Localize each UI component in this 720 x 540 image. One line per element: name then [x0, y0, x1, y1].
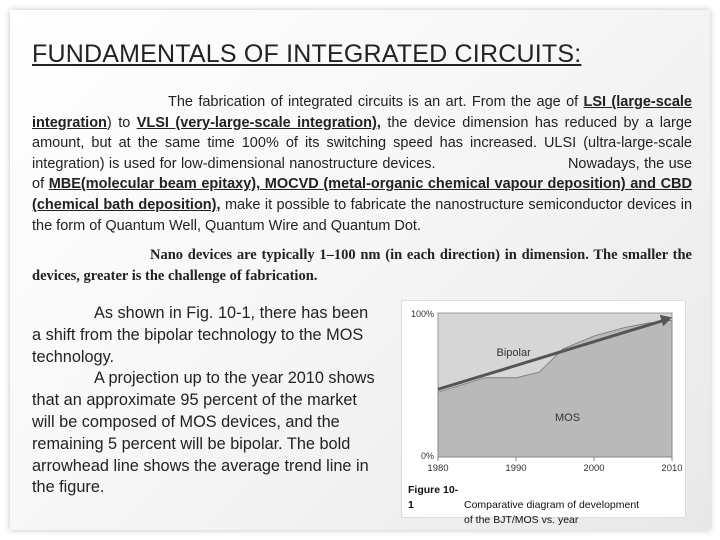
- text-shift: As shown in Fig. 10-1, there has been a shift from the bipolar technology to the MOS technology.: [32, 304, 369, 366]
- x-tick-label: 1990: [505, 463, 527, 474]
- series-label-mos: MOS: [555, 412, 581, 424]
- figure-10-1: [401, 300, 686, 526]
- caption-line1: Comparative diagram of development: [464, 499, 640, 511]
- x-tick-label: 1980: [427, 463, 449, 474]
- series-label-bipolar: Bipolar: [496, 347, 531, 360]
- caption-number: Figure 10-1: [408, 484, 459, 511]
- text-mbe: MBE(molecular beam epitaxy), MOCVD (metal-organic chemical vapour deposition) and CBD (chemical bath deposition),: [32, 176, 692, 213]
- text-s5: make it possible to fabricate the nanostructure semiconductor devices in the form of Quantum Well, Quantum Wire and Quantum Dot.: [32, 196, 693, 234]
- text-projection: A projection up to the year 2010 shows that an approximate 95 percent of the market will be composed of MOS devices, and the remaining 5 percent will be bipolar. The bold arrowhead line shows the average trend line in the figure.: [32, 369, 375, 497]
- slide-title: FUNDAMENTALS OF INTEGRATED CIRCUITS:: [32, 40, 582, 68]
- y-tick-label-100: 100%: [410, 309, 434, 319]
- text-s2: ) to: [106, 114, 137, 131]
- paragraph-fabrication: [32, 92, 692, 236]
- caption-line2: of the BJT/MOS vs. year: [464, 514, 579, 526]
- text-vlsi: VLSI (very-large-scale integration),: [136, 114, 381, 131]
- paragraph-shift: [32, 303, 377, 499]
- text-nano: Nano devices are typically 1–100 nm (in each direction) in dimension. The smaller the devices, greater is the challenge of fabrication.: [32, 247, 692, 284]
- text-lsi: LSI (large-scale integration: [32, 94, 692, 131]
- text-s3: the device dimension has reduced by a large amount, but at the same time 100% of its switching speed has increased. ULSI (ultra-large-scale integration) is used for low-dimensional nanostructure devices.: [32, 114, 692, 172]
- x-tick-label: 2000: [583, 463, 605, 474]
- figure-caption: [408, 483, 683, 528]
- x-tick-label: 2010: [661, 463, 683, 474]
- text-s4: Nowadays, the use of: [32, 155, 692, 193]
- bjt-mos-chart: [402, 301, 685, 483]
- paragraph-nano: [32, 245, 692, 287]
- text-s1: The fabrication of integrated circuits is an art. From the age of: [168, 94, 584, 110]
- y-tick-label-0: 0%: [420, 451, 434, 461]
